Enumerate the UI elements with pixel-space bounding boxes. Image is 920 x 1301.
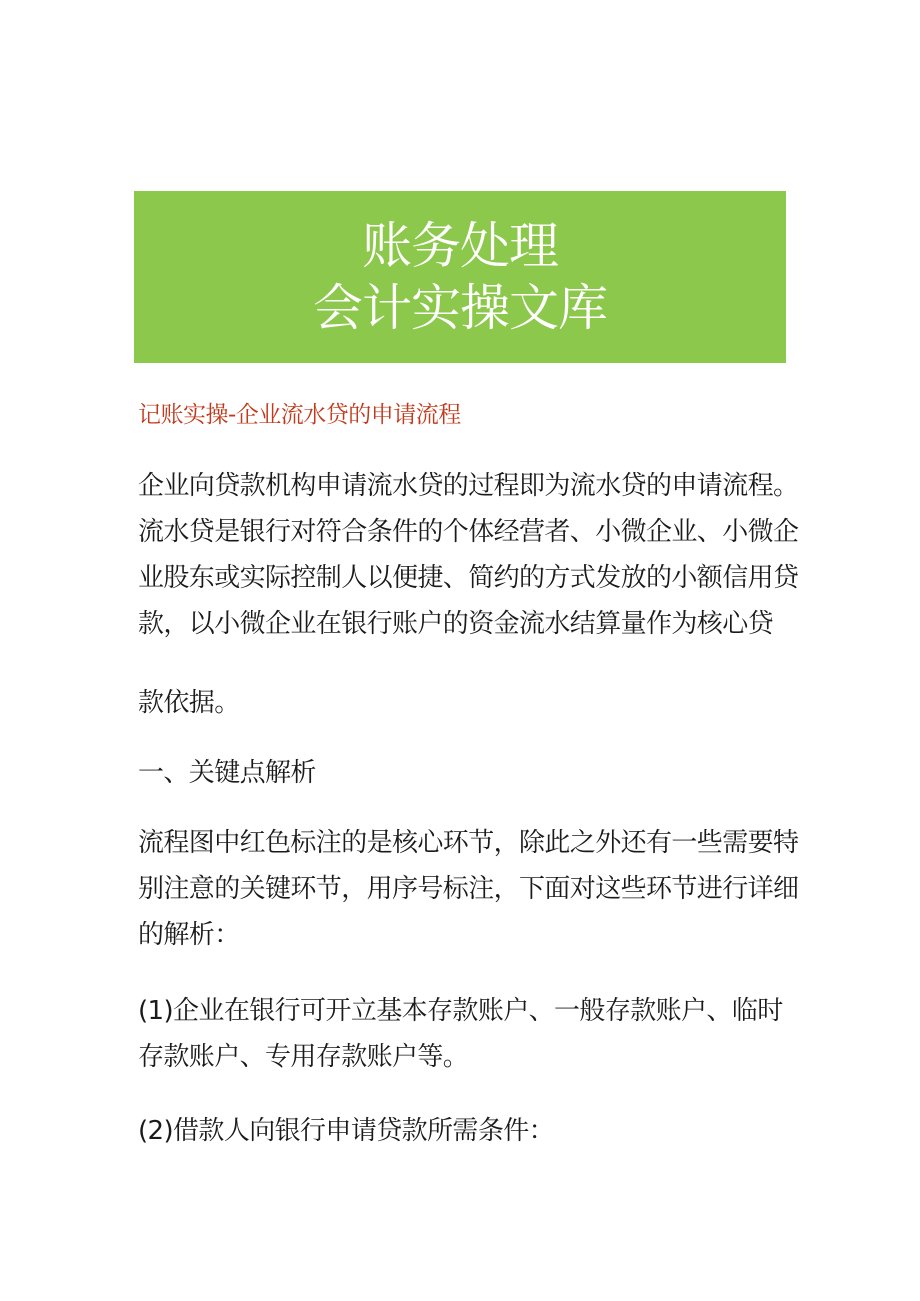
point-1-paragraph	[138, 988, 788, 1080]
section-paragraph	[138, 820, 799, 958]
intro-tail-line: 款依据。	[138, 688, 240, 718]
intro-line: 业股东或实际控制人以便捷、简约的方式发放的小额信用贷	[138, 563, 799, 593]
section-line: 别注意的关键环节，用序号标注，下面对这些环节进行详细	[138, 874, 799, 904]
point-2-paragraph	[138, 1108, 788, 1154]
intro-line: 企业向贷款机构申请流水贷的过程即为流水贷的申请流程。	[138, 471, 799, 501]
section-heading-text: 一、关键点解析	[138, 758, 316, 788]
banner-title-line-2: 会计实操文库	[313, 279, 607, 337]
section-line: 的解析：	[138, 920, 240, 950]
intro-line: 款，以小微企业在银行账户的资金流水结算量作为核心贷	[138, 609, 774, 639]
point-line: 存款账户、专用存款账户等。	[138, 1042, 469, 1072]
point-line: (2)借款人向银行申请贷款所需条件：	[138, 1116, 555, 1146]
intro-line: 流水贷是银行对符合条件的个体经营者、小微企业、小微企	[138, 517, 799, 547]
banner-title-line-1: 账务处理	[362, 217, 558, 275]
intro-paragraph	[138, 463, 799, 647]
point-line: (1)企业在银行可开立基本存款账户、一般存款账户、临时	[138, 996, 783, 1026]
section-heading	[138, 750, 788, 796]
header-banner	[134, 191, 786, 363]
section-line: 流程图中红色标注的是核心环节，除此之外还有一些需要特	[138, 828, 799, 858]
intro-tail	[138, 680, 788, 726]
document-subtitle: 记账实操-企业流水贷的申请流程	[138, 402, 461, 428]
